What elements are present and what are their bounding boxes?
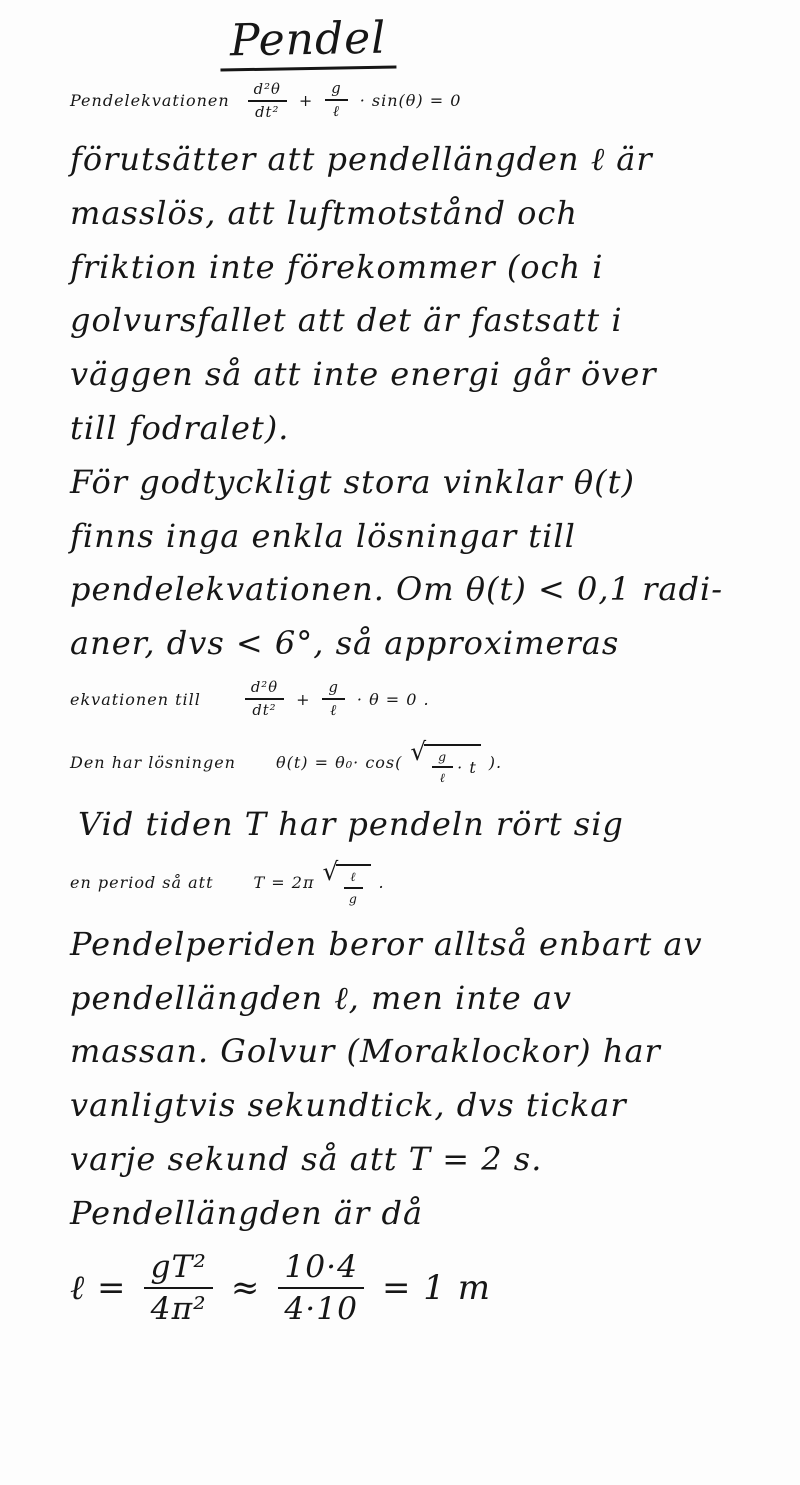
fraction-denominator: ℓ bbox=[332, 103, 341, 120]
length-result: = 1 m bbox=[382, 1267, 491, 1308]
radicand bbox=[424, 744, 481, 786]
fraction-numerator: 10·4 bbox=[278, 1249, 364, 1289]
square-root bbox=[322, 856, 370, 906]
handwritten-line: För godtyckligt stora vinklar θ(t) bbox=[70, 462, 635, 501]
handwritten-line: Pendelperiden beror alltså enbart av bbox=[70, 924, 703, 963]
handwritten-line: vanligtvis sekundtick, dvs tickar bbox=[70, 1086, 627, 1125]
fraction-d2theta-dt2 bbox=[245, 679, 284, 719]
handwritten-line: friktion inte förekommer (och i bbox=[70, 247, 604, 286]
radicand-factor: · t bbox=[457, 757, 477, 777]
period-lhs: T = 2π bbox=[253, 873, 315, 893]
page-title: Pendel bbox=[220, 12, 397, 71]
equation-lead-text: ekvationen till bbox=[70, 689, 201, 709]
length-calculation-line bbox=[70, 1249, 790, 1327]
period-lead-text: en period så att bbox=[70, 873, 214, 893]
equation-tail-text: · sin(θ) = 0 bbox=[359, 91, 462, 110]
radicand bbox=[336, 864, 370, 906]
pendulum-equation-line bbox=[70, 80, 790, 121]
fraction-numerator: gT² bbox=[144, 1249, 212, 1289]
radical-sign: √ bbox=[322, 856, 340, 886]
fraction-denominator: dt² bbox=[252, 702, 277, 720]
handwritten-line: till fodralet). bbox=[70, 408, 290, 447]
fraction-l-over-g bbox=[344, 869, 362, 906]
fraction-g-over-l bbox=[432, 749, 453, 786]
handwritten-line: förutsätter att pendellängden ℓ är bbox=[70, 140, 653, 178]
fraction-denominator: 4·10 bbox=[284, 1290, 358, 1327]
fraction-numerator: g bbox=[432, 749, 453, 768]
approximated-equation-line bbox=[70, 679, 790, 720]
plus-operator: + bbox=[298, 91, 314, 110]
square-root bbox=[410, 736, 480, 786]
fraction-numerator: d²θ bbox=[248, 81, 287, 102]
solution-lead-text: Den har lösningen bbox=[70, 753, 236, 773]
fraction-numeric-estimate bbox=[278, 1249, 364, 1327]
fraction-numerator: g bbox=[325, 80, 347, 101]
fraction-gT2-over-4pi2 bbox=[144, 1249, 212, 1327]
handwritten-line: aner, dvs < 6°, så approximeras bbox=[70, 624, 620, 663]
fraction-numerator: g bbox=[322, 679, 344, 700]
fraction-denominator: 4π² bbox=[150, 1290, 207, 1327]
pendulum-equation bbox=[244, 80, 462, 121]
fraction-denominator: dt² bbox=[255, 103, 280, 121]
solution-line bbox=[70, 736, 790, 786]
fraction-numerator: d²θ bbox=[245, 679, 284, 700]
period-tail: . bbox=[378, 873, 385, 893]
radical-sign: √ bbox=[410, 736, 428, 766]
handwritten-line: masslös, att luftmotstånd och bbox=[70, 193, 578, 232]
handwritten-line: pendellängden ℓ, men inte av bbox=[70, 978, 572, 1017]
equation-tail-text: · θ = 0 . bbox=[356, 689, 430, 709]
solution-equation bbox=[275, 736, 503, 786]
solution-lhs: θ(t) = θ₀· cos( bbox=[275, 753, 403, 773]
fraction-denominator: g bbox=[348, 890, 358, 906]
fraction-denominator: ℓ bbox=[439, 769, 446, 785]
fraction-g-over-l bbox=[322, 679, 344, 720]
handwritten-line: golvursfallet att det är fastsatt i bbox=[70, 301, 623, 340]
title-row bbox=[70, 14, 790, 70]
fraction-denominator: ℓ bbox=[330, 701, 338, 719]
plus-operator: + bbox=[296, 689, 311, 709]
solution-close: ). bbox=[488, 753, 503, 773]
approx-operator: ≈ bbox=[230, 1267, 261, 1308]
handwritten-line: Vid tiden T har pendeln rört sig bbox=[78, 804, 624, 843]
equation-lead-text: Pendelekvationen bbox=[70, 91, 230, 110]
approximated-equation bbox=[241, 679, 430, 720]
handwritten-line: massan. Golvur (Moraklockor) har bbox=[70, 1032, 661, 1071]
period-equation bbox=[253, 856, 385, 906]
handwritten-line: Pendellängden är då bbox=[70, 1193, 424, 1232]
length-lhs: ℓ = bbox=[70, 1267, 127, 1308]
handwritten-line: finns inga enkla lösningar till bbox=[70, 516, 576, 555]
period-line bbox=[70, 856, 790, 906]
fraction-numerator: ℓ bbox=[344, 869, 362, 889]
handwritten-line: väggen så att inte energi går över bbox=[70, 355, 657, 394]
handwritten-line: varje sekund så att T = 2 s. bbox=[70, 1139, 543, 1178]
fraction-g-over-l bbox=[325, 80, 347, 121]
handwritten-line: pendelekvationen. Om θ(t) < 0,1 radi- bbox=[70, 570, 723, 609]
fraction-d2theta-dt2 bbox=[248, 81, 287, 121]
